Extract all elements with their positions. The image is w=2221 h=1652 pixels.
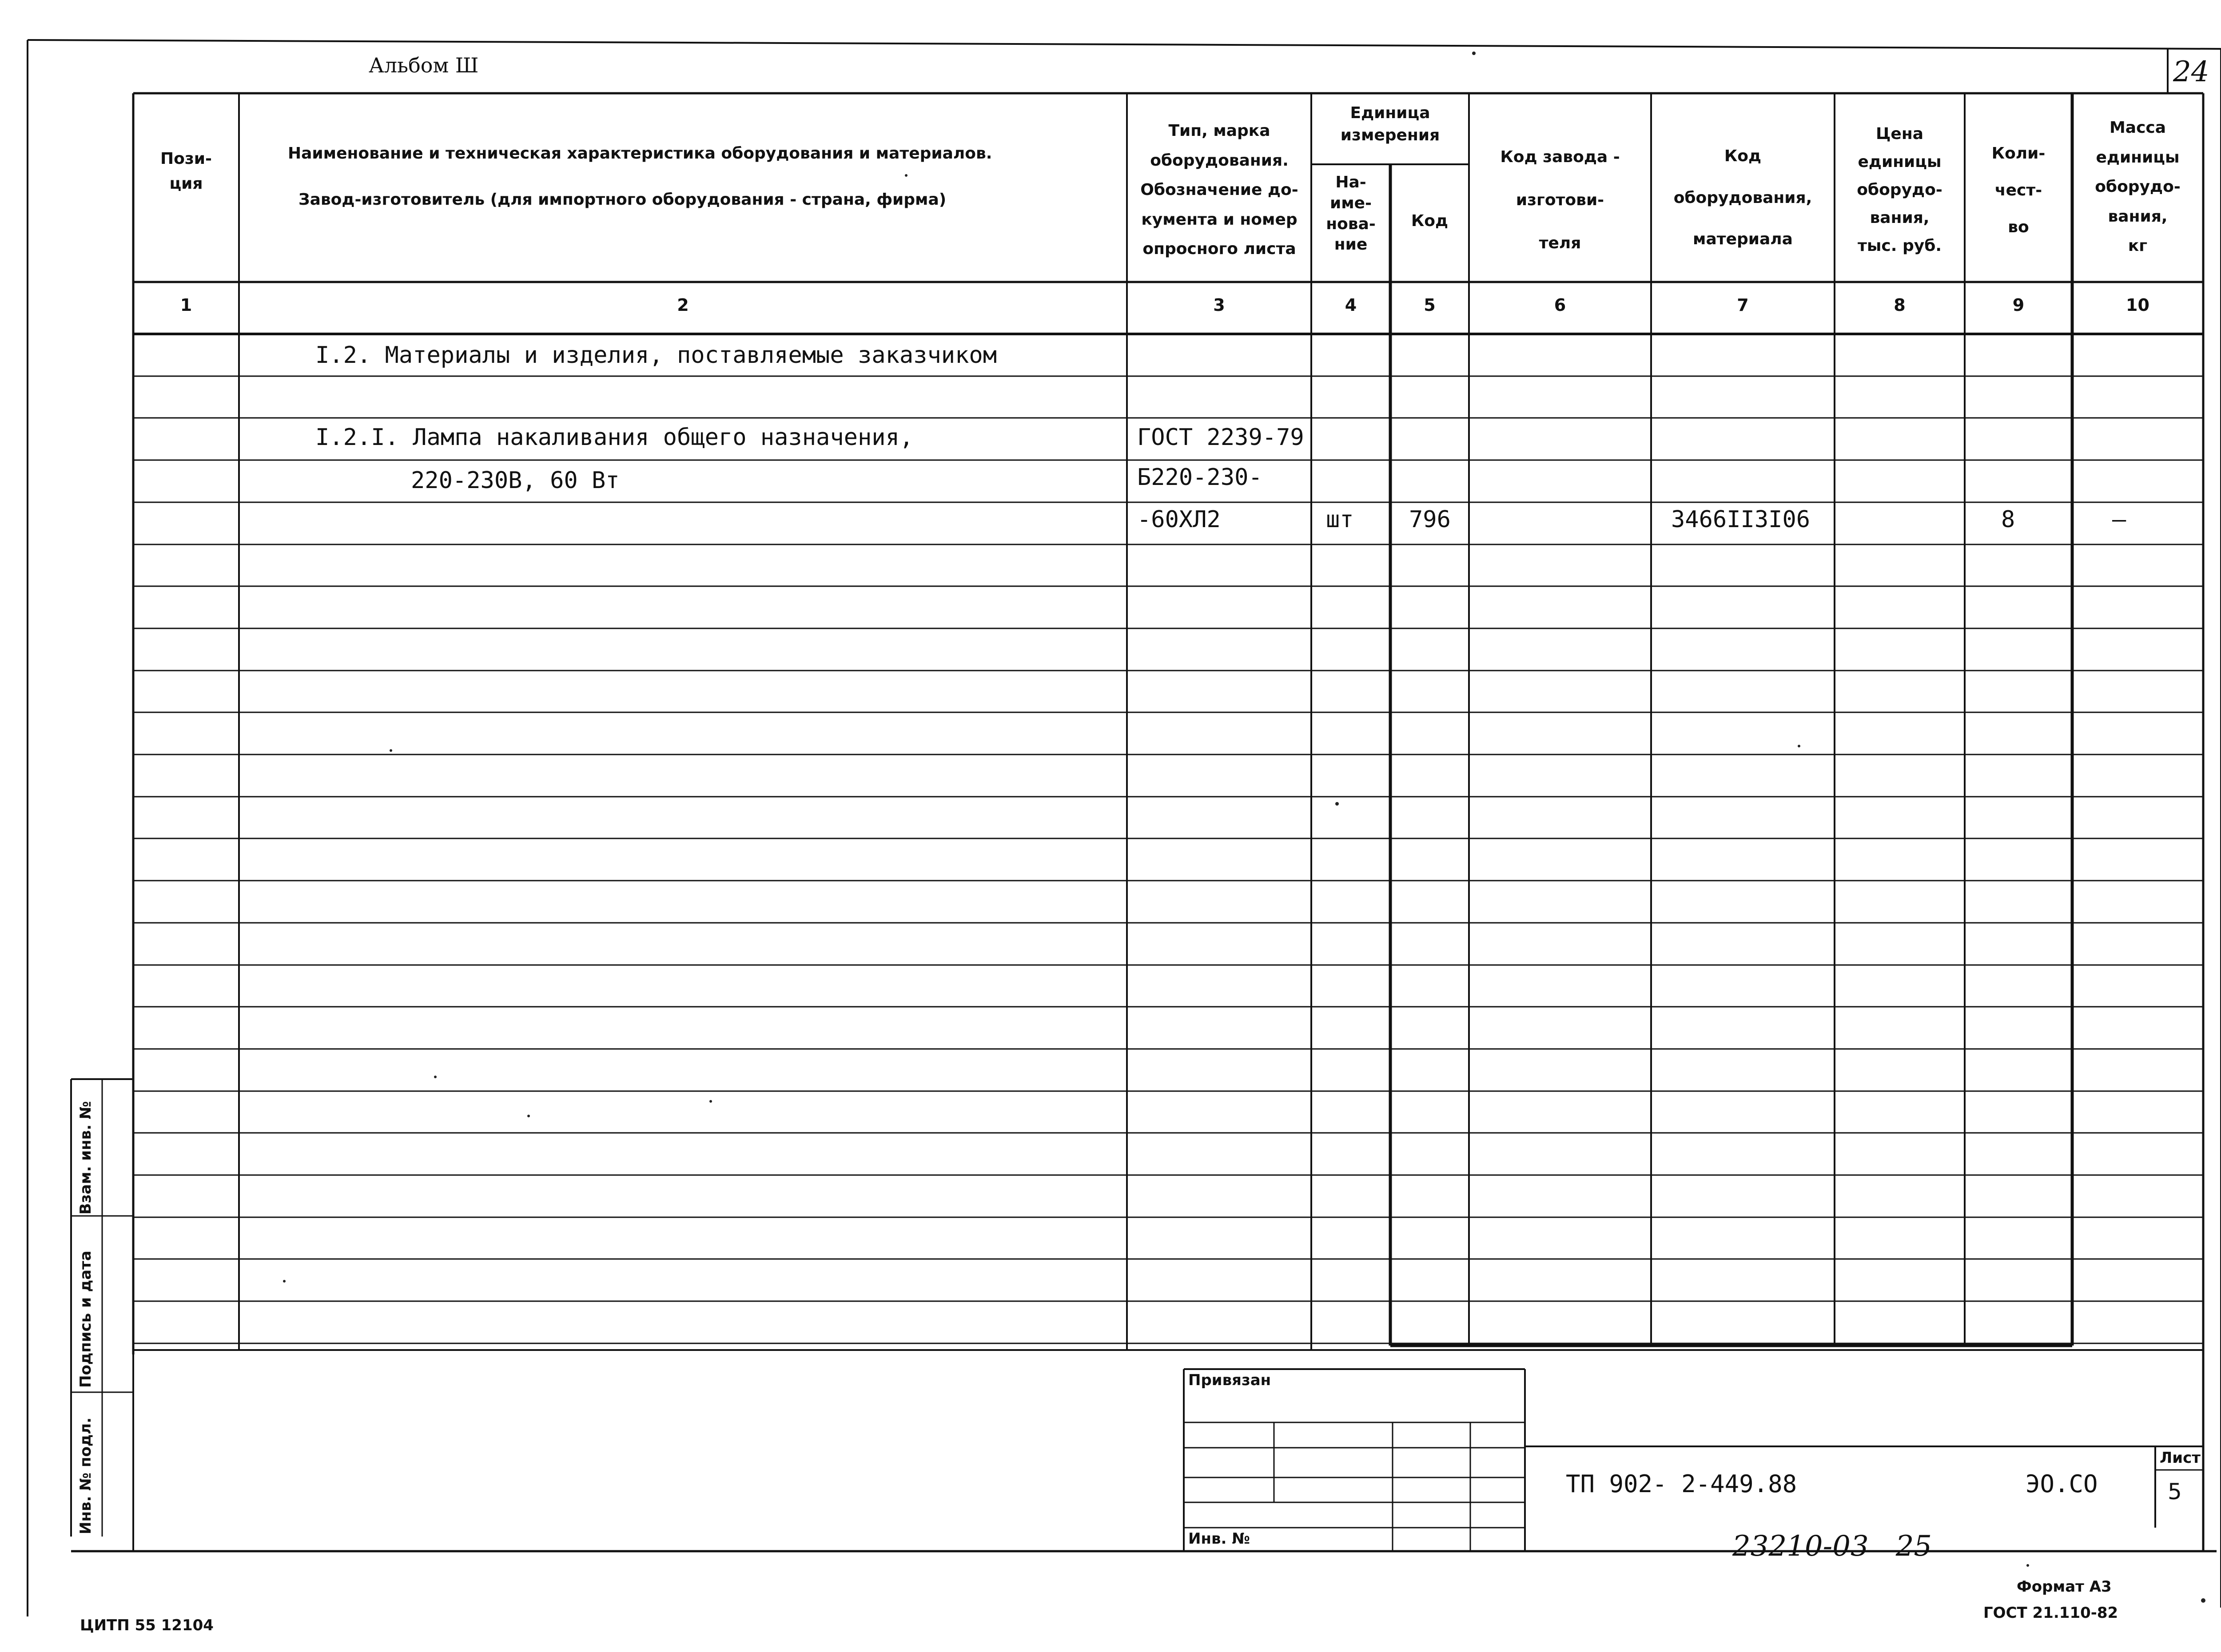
header-position: Пози- ция bbox=[160, 150, 212, 193]
stamp-sheet-value: 5 bbox=[2168, 1479, 2182, 1505]
header-name-line1: Наименование и техническая характеристика оборудования и материалов. bbox=[288, 144, 992, 163]
col-number-5: 5 bbox=[1424, 295, 1436, 315]
header-type: Тип, марка оборудования. Обозначение до- кумента и номер опросного листа bbox=[1140, 122, 1298, 258]
gost-label: ГОСТ 21.110-82 bbox=[1983, 1604, 2118, 1622]
header-mass: Масса единицы оборудо- вания, кг bbox=[2095, 119, 2181, 255]
row-type: -60ХЛ2 bbox=[1137, 506, 1221, 533]
album-title: Альбом Ш bbox=[369, 53, 479, 77]
header-unit-name: На- име- нова- ние bbox=[1326, 173, 1376, 254]
row-equipment-code: 3466II3I06 bbox=[1671, 506, 1811, 533]
sheet-corner-number: 24 bbox=[2173, 56, 2209, 88]
row-type: Б220-230- bbox=[1137, 464, 1262, 491]
row-type: ГОСТ 2239-79 bbox=[1137, 424, 1304, 451]
row-unit-code: 796 bbox=[1409, 506, 1451, 533]
row-name: I.2.I. Лампа накаливания общего назначения, bbox=[315, 424, 914, 451]
stamp-sheet-label: Лист bbox=[2160, 1449, 2201, 1467]
col-number-4: 4 bbox=[1345, 295, 1357, 315]
stamp-mark: ЭО.СО bbox=[2026, 1470, 2098, 1498]
handwritten-number: 23210-03 25 bbox=[1732, 1530, 1932, 1563]
side-label-inv-replace: Взам. инв. № bbox=[77, 1101, 95, 1215]
row-quantity: 8 bbox=[2001, 506, 2015, 533]
format-label: Формат А3 bbox=[2017, 1578, 2112, 1596]
side-label-sign-date: Подпись и дата bbox=[77, 1251, 95, 1388]
col-number-3: 3 bbox=[1213, 295, 1225, 315]
header-equipment-code: Код оборудования, материала bbox=[1673, 147, 1812, 249]
side-label-inv-orig: Инв. № подл. bbox=[77, 1417, 95, 1534]
col-number-1: 1 bbox=[180, 295, 192, 315]
stamp-inv-label: Инв. № bbox=[1188, 1530, 1250, 1548]
header-factory-code: Код завода - изготови- теля bbox=[1500, 148, 1620, 253]
printer-label: ЦИТП 55 12104 bbox=[80, 1616, 214, 1634]
header-name-line2: Завод-изготовитель (для импортного оборудования - страна, фирма) bbox=[299, 191, 947, 209]
row-name: 220-230В, 60 Вт bbox=[411, 467, 620, 494]
row-unit: шт bbox=[1326, 506, 1354, 533]
col-number-2: 2 bbox=[677, 295, 689, 315]
stamp-doc-code: ТП 902- 2-449.88 bbox=[1566, 1470, 1797, 1498]
header-unit-group: Единица измерения bbox=[1340, 104, 1440, 145]
col-number-8: 8 bbox=[1894, 295, 1906, 315]
stamp-bound-label: Привязан bbox=[1188, 1371, 1271, 1389]
row-name: I.2. Материалы и изделия, поставляемые заказчиком bbox=[315, 342, 997, 369]
header-price: Цена единицы оборудо- вания, тыс. руб. bbox=[1857, 125, 1942, 255]
col-number-9: 9 bbox=[2012, 295, 2025, 315]
col-number-6: 6 bbox=[1554, 295, 1566, 315]
header-quantity: Коли- чест- во bbox=[1991, 144, 2046, 236]
col-number-10: 10 bbox=[2126, 295, 2149, 315]
row-mass: – bbox=[2112, 506, 2126, 533]
col-number-7: 7 bbox=[1737, 295, 1749, 315]
header-unit-code: Код bbox=[1411, 212, 1449, 230]
